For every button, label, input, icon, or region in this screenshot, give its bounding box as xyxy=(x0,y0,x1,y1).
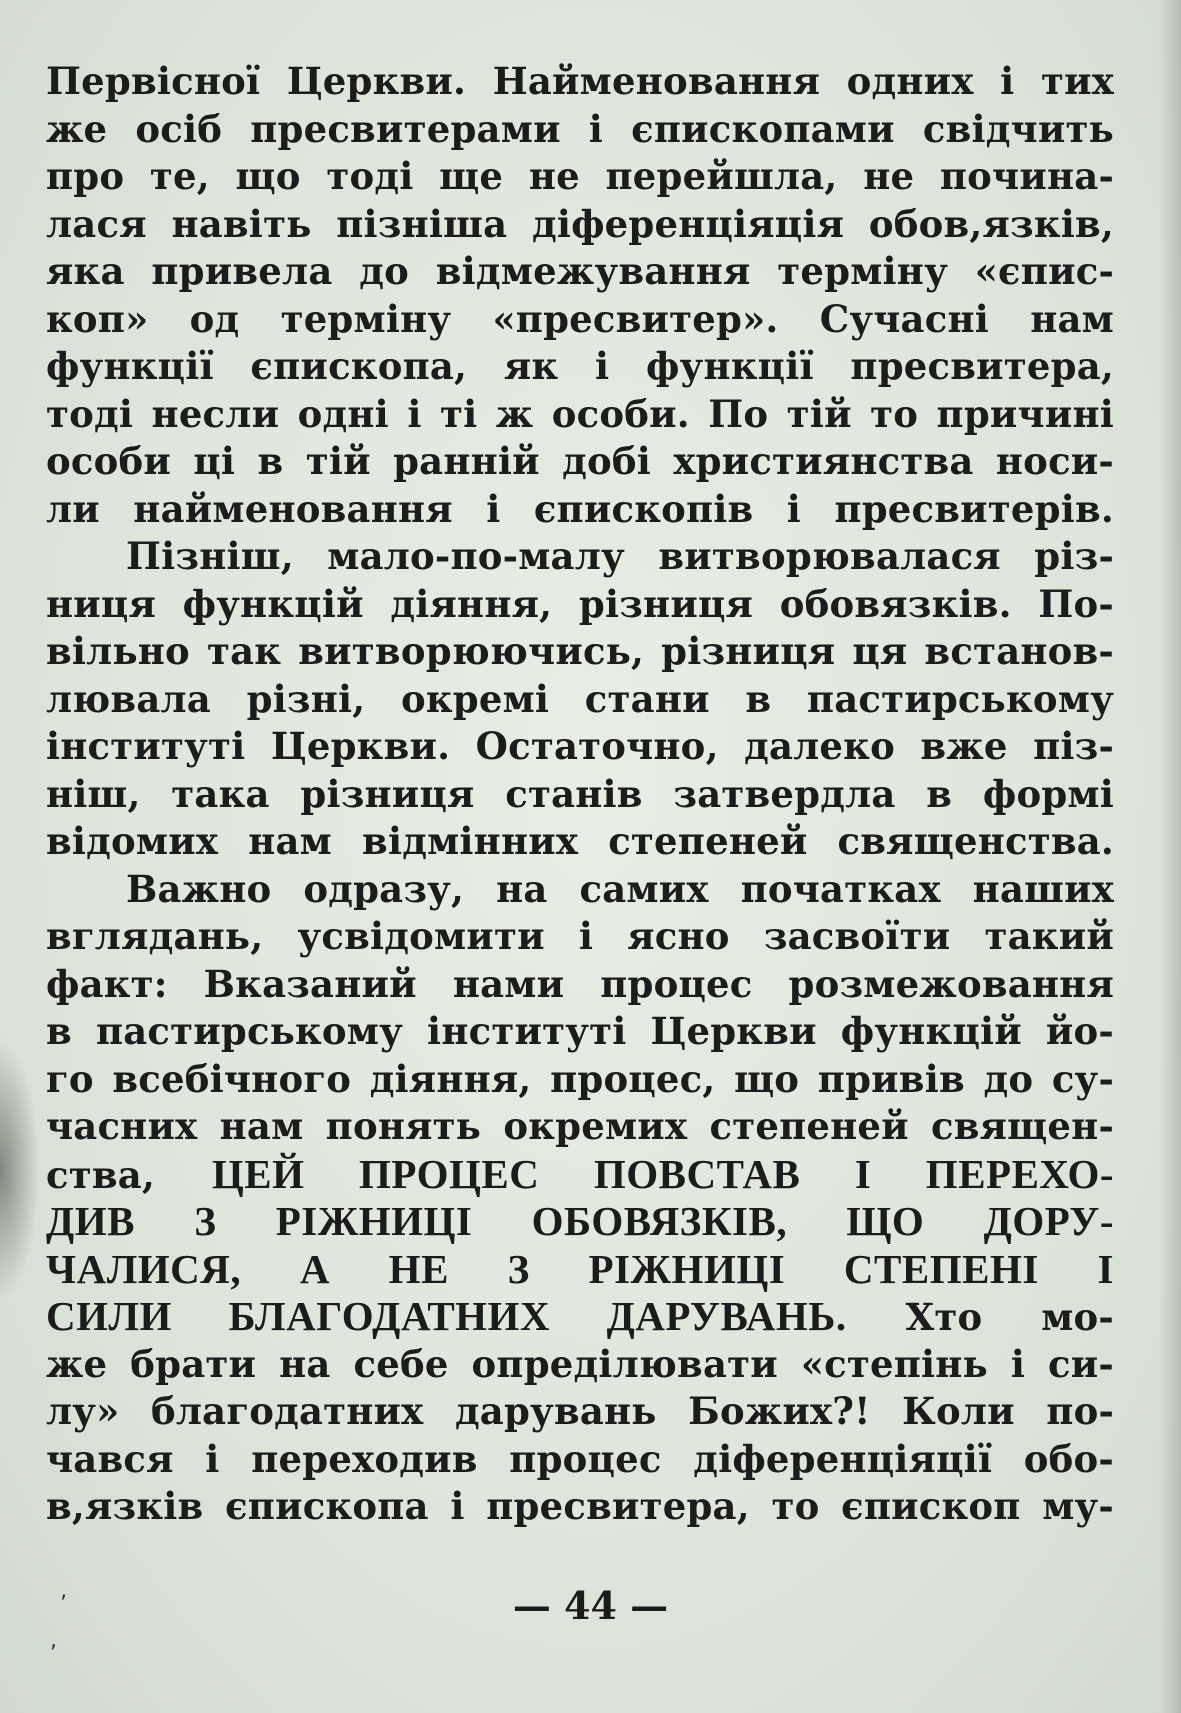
text-line: тоді несли одні і ті ж особи. По тій то причині xyxy=(46,391,1114,436)
emphasis-caps: ЦЕЙ ПРОЦЕС ПОВСТАВ І ПЕРЕХО- xyxy=(211,1150,1114,1197)
text-line: лу» благодатних дарувань Божих?! Коли по- xyxy=(46,1389,1114,1433)
page-edge-shadow xyxy=(0,1040,40,1300)
text-line: факт: Вказаний нами процес розмежовання xyxy=(46,961,1114,1006)
emphasis-caps-line: ДИВ З РІЖНИЦІ ОБОВЯЗКІВ, ЩО ДОРУ- xyxy=(46,1198,1114,1244)
text-fragment: ства, xyxy=(46,1152,212,1197)
text-line: Важно одразу, на самих початках наших xyxy=(126,866,1114,911)
text-line-mixed xyxy=(46,1151,1114,1199)
text-line: Первісної Церкви. Найменовання одних і тих xyxy=(46,59,1114,103)
text-line: відомих нам відмінних степеней священства. xyxy=(46,819,1114,863)
emphasis-caps: СИЛИ БЛАГОДАТНИХ ДАРУВАНЬ. xyxy=(46,1293,847,1339)
text-line: лювала різні, окремі стани в пастирському xyxy=(46,676,1114,721)
text-line: чався і переходив процес діференціяції обо- xyxy=(46,1436,1114,1481)
page-right-edge xyxy=(1159,0,1181,1713)
text-line: функції єпископа, як і функції пресвитера, xyxy=(46,344,1114,388)
text-line: ніш, така різниця станів затвердла в формі xyxy=(46,771,1114,816)
print-speck: ’ xyxy=(60,1592,67,1617)
text-fragment: Хто мо- xyxy=(846,1295,1114,1339)
text-line: вглядань, усвідомити і ясно засвоїти такий xyxy=(46,914,1114,958)
text-line: лася навіть пізніша діференціяція обов,язків, xyxy=(46,201,1114,246)
text-line: яка привела до відмежування терміну «єпис- xyxy=(46,249,1114,293)
text-line: вільно так витворюючись, різниця ця встанов- xyxy=(46,629,1114,673)
text-line: інституті Церкви. Остаточно, далеко вже піз- xyxy=(46,724,1114,768)
page-number: — 44 — xyxy=(512,1583,669,1628)
text-line: про те, що тоді ще не перейшла, не почина- xyxy=(46,154,1114,198)
text-line: го всебічного діяння, процес, що привів до су- xyxy=(46,1056,1114,1101)
text-line: Пізніш, мало-по-малу витворювалася різ- xyxy=(126,534,1114,578)
text-line: ли найменовання і єпископів і пресвитерів. xyxy=(46,486,1114,531)
text-line-mixed xyxy=(46,1293,1114,1341)
page-text xyxy=(46,58,1114,1531)
text-line: в,язків єпископа і пресвитера, то єпископ му- xyxy=(46,1484,1114,1528)
text-line: часних нам понять окремих степеней священ- xyxy=(46,1104,1114,1148)
text-line: же осіб пресвитерами і єпископами свідчить xyxy=(46,106,1114,151)
text-line: особи ці в тій ранній добі християнства носи- xyxy=(46,439,1114,483)
text-line: в пастирському інституті Церкви функцій йо- xyxy=(46,1009,1114,1053)
emphasis-caps-line: ЧАЛИСЯ, А НЕ З РІЖНИЦІ СТЕПЕНІ І xyxy=(46,1245,1114,1292)
print-speck: , xyxy=(50,1628,57,1653)
text-line: коп» од терміну «пресвитер». Сучасні нам xyxy=(46,296,1114,341)
text-line: ниця функцій діяння, різниця обовязків. По- xyxy=(46,581,1114,626)
text-line: же брати на себе опреділювати «степінь і си- xyxy=(46,1341,1114,1386)
